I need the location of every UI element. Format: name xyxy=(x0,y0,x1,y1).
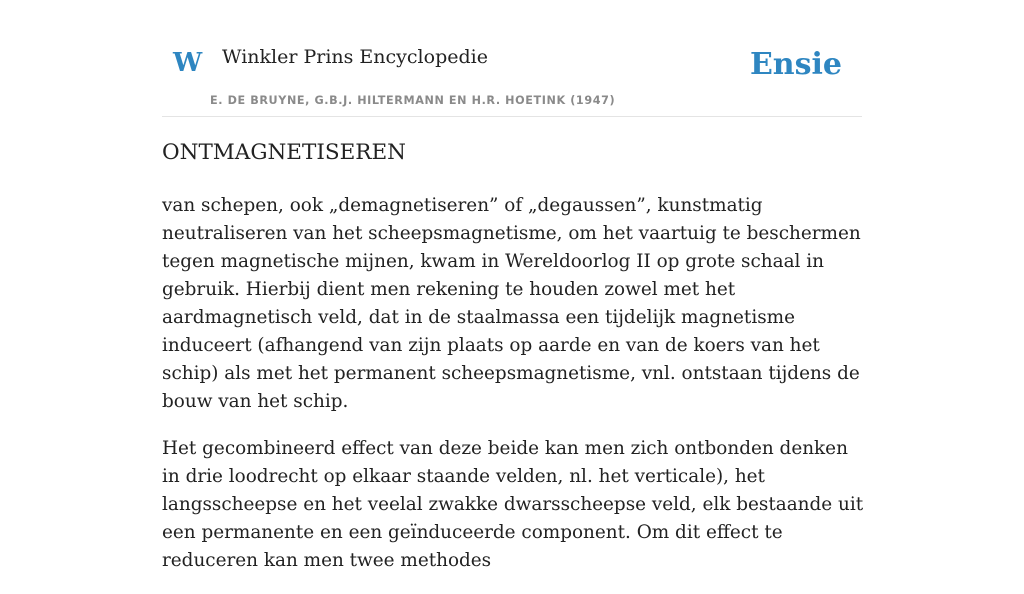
publication-title[interactable]: Winkler Prins Encyclopedie xyxy=(222,46,488,68)
article-paragraph: van schepen, ook „demagnetiseren” of „degaussen”, kunstmatig neutraliseren van het scheepsmagnetisme, om het vaartuig te beschermen tegen magnetische mijnen, kwam in Wereldoorlog II op grote schaal in gebruik. Hierbij dient men rekening te houden zowel met het aardmagnetisch veld, dat in de staalmassa een tijdelijk magnetisme induceert (afhangend van zijn plaats op aarde en van de koers van het schip) als met het permanent scheepsmagnetisme, vnl. ontstaan tijdens de bouw van het schip. xyxy=(162,195,861,412)
publication-authors: E. DE BRUYNE, G.B.J. HILTERMANN EN H.R. HOETINK (1947) xyxy=(210,94,616,107)
article-body xyxy=(162,192,864,594)
article-paragraph: Het gecombineerd effect van deze beide kan men zich ontbonden denken in drie loodrecht op elkaar staande velden, nl. het verticale), het langsscheepse en het veelal zwakke dwarsscheepse veld, elk bestaande uit een permanente en een geïnduceerde component. Om dit effect te reduceren kan men twee methodes xyxy=(162,438,864,571)
header xyxy=(162,0,862,117)
article-title: ONTMAGNETISEREN xyxy=(162,140,406,165)
logo-w-icon[interactable]: W xyxy=(173,48,203,78)
brand-logo[interactable]: Ensie xyxy=(749,47,842,82)
